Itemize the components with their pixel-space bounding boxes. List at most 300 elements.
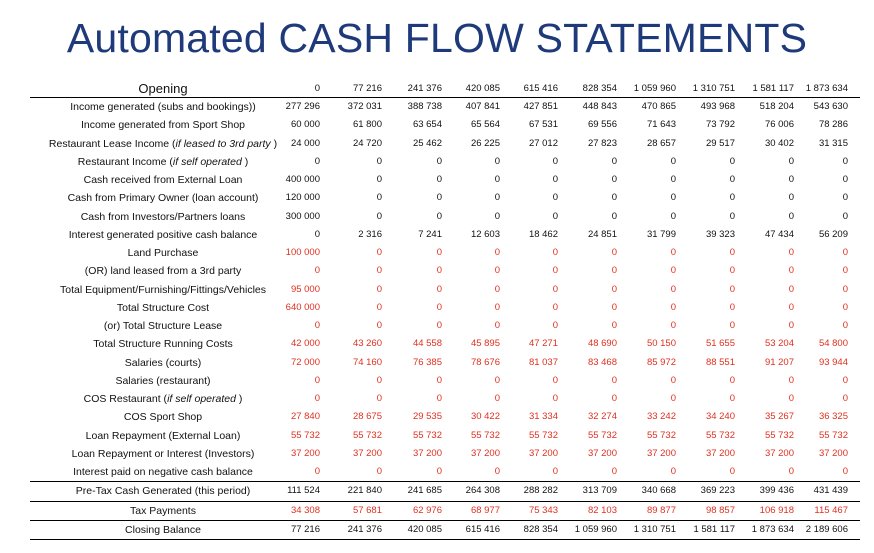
cell-period-3: 37 200	[412, 447, 442, 459]
cell-period-8: 29 517	[705, 137, 735, 149]
cell-period-3: 0	[436, 210, 442, 222]
row-label: Total Equipment/Furnishing/Fittings/Vehicles	[59, 283, 267, 296]
cell-period-7: 37 200	[646, 447, 676, 459]
cell-period-1: 0	[314, 265, 320, 277]
cell-period-8: 1 310 751	[692, 83, 735, 94]
cell-period-4: 26 225	[470, 137, 500, 149]
cell-period-7: 28 657	[646, 137, 676, 149]
cell-period-7: 0	[670, 283, 676, 295]
cell-period-9: 91 207	[764, 356, 794, 368]
row-label: Income generated from Sport Shop	[80, 119, 245, 132]
cell-period-4: 0	[494, 320, 500, 331]
cell-period-5: 615 416	[523, 83, 558, 94]
table-row-income-subs	[30, 98, 860, 116]
cell-period-6: 0	[611, 374, 617, 386]
cell-period-7: 89 877	[646, 504, 676, 516]
cell-period-10: 0	[842, 283, 848, 295]
cell-period-3: 0	[436, 265, 442, 277]
cell-period-4: 0	[494, 247, 500, 258]
cell-period-1: 100 000	[285, 247, 320, 258]
cell-period-9: 0	[788, 174, 794, 185]
cell-period-3: 0	[436, 374, 442, 386]
table-row-income-sport-shop	[30, 116, 860, 134]
cell-period-7: 0	[670, 265, 676, 277]
cell-period-10: 0	[842, 374, 848, 386]
cell-period-4: 12 603	[470, 228, 500, 240]
cell-period-9: 1 873 634	[751, 523, 794, 535]
cell-period-4: 65 564	[470, 119, 500, 131]
cell-period-1: 0	[314, 374, 320, 386]
cell-period-10: 2 189 606	[805, 523, 848, 535]
cell-period-3: 62 976	[412, 504, 442, 516]
cell-period-8: 0	[729, 466, 735, 477]
cell-period-10: 0	[842, 210, 848, 222]
table-row-land-purchase	[30, 244, 860, 262]
row-label: Closing Balance	[125, 523, 201, 536]
row-label: Cash received from External Loan	[83, 174, 243, 186]
cell-period-5: 828 354	[523, 523, 558, 535]
cell-period-2: 61 800	[352, 119, 382, 131]
cell-period-8: 55 732	[705, 429, 735, 441]
cell-period-5: 0	[552, 265, 558, 277]
cell-period-6: 0	[611, 393, 617, 404]
cell-period-2: 0	[376, 210, 382, 222]
cell-period-8: 51 655	[705, 338, 735, 350]
cell-period-10: 93 944	[818, 356, 848, 368]
cell-period-5: 0	[552, 301, 558, 313]
cell-period-2: 2 316	[358, 228, 382, 240]
row-label: Cash from Investors/Partners loans	[80, 210, 246, 223]
table-row-opening	[30, 80, 860, 98]
cell-period-2: 0	[376, 174, 382, 185]
cell-period-8: 1 581 117	[693, 523, 735, 535]
cell-period-6: 0	[611, 466, 617, 477]
cell-period-8: 0	[729, 192, 735, 204]
cell-period-3: 63 654	[412, 119, 442, 131]
cell-period-6: 24 851	[587, 228, 617, 240]
cell-period-5: 55 732	[528, 429, 558, 441]
cell-period-6: 32 274	[587, 411, 617, 423]
cell-period-8: 37 200	[705, 447, 735, 459]
cell-period-10: 31 315	[818, 137, 848, 149]
row-label: Total Structure Cost	[116, 301, 210, 314]
cell-period-9: 0	[788, 393, 794, 404]
cell-period-8: 0	[729, 265, 735, 277]
cell-period-1: 95 000	[290, 283, 320, 295]
row-label: Income generated (subs and bookings))	[70, 101, 256, 113]
cell-period-1: 300 000	[285, 210, 320, 222]
cell-period-9: 518 204	[759, 101, 794, 112]
cell-period-4: 407 841	[465, 101, 500, 112]
cell-period-1: 0	[314, 393, 320, 404]
row-label: Pre-Tax Cash Generated (this period)	[75, 485, 251, 498]
cell-period-6: 0	[611, 283, 617, 295]
cell-period-8: 493 968	[700, 101, 735, 112]
cell-period-3: 241 376	[407, 83, 442, 94]
cell-period-2: 77 216	[352, 83, 382, 94]
table-row-primary-owner	[30, 189, 860, 207]
row-label: Interest paid on negative cash balance	[73, 466, 253, 478]
cell-period-2: 0	[376, 265, 382, 277]
cell-period-2: 37 200	[352, 447, 382, 459]
row-label: Loan Repayment or Interest (Investors)	[71, 447, 255, 460]
cell-period-1: 0	[314, 155, 320, 167]
cell-period-1: 0	[314, 83, 320, 94]
cell-period-4: 420 085	[465, 83, 500, 94]
table-row-interest-negative	[30, 463, 860, 482]
cell-period-5: 0	[552, 393, 558, 404]
cell-period-8: 39 323	[705, 228, 735, 240]
cell-period-4: 0	[494, 155, 500, 167]
cell-period-8: 369 223	[700, 485, 735, 497]
cell-period-6: 55 732	[587, 429, 617, 441]
cell-period-2: 57 681	[352, 504, 382, 516]
cell-period-6: 0	[611, 320, 617, 331]
cell-period-9: 0	[788, 192, 794, 204]
cell-period-6: 69 556	[587, 119, 617, 131]
row-label: Tax Payments	[130, 504, 196, 517]
row-label: Salaries (restaurant)	[115, 374, 211, 387]
row-label: Salaries (courts)	[124, 356, 202, 369]
cell-period-2: 0	[376, 466, 382, 477]
cell-period-5: 0	[552, 155, 558, 167]
cell-period-10: 54 800	[818, 338, 848, 350]
cell-period-1: 640 000	[285, 301, 320, 313]
table-row-cos-restaurant	[30, 390, 860, 408]
cell-period-4: 0	[494, 210, 500, 222]
cell-period-6: 0	[611, 247, 617, 258]
cell-period-3: 0	[436, 247, 442, 258]
cell-period-7: 0	[670, 192, 676, 204]
cell-period-5: 0	[552, 466, 558, 477]
cell-period-2: 24 720	[352, 137, 382, 149]
cell-period-1: 0	[314, 466, 320, 477]
cell-period-6: 37 200	[587, 447, 617, 459]
cell-period-9: 0	[788, 155, 794, 167]
cell-period-10: 0	[842, 155, 848, 167]
cell-period-10: 0	[842, 393, 848, 404]
cell-period-5: 0	[552, 374, 558, 386]
cell-period-5: 67 531	[528, 119, 558, 131]
cell-period-6: 0	[611, 192, 617, 204]
table-row-restaurant-income	[30, 153, 860, 171]
cell-period-8: 73 792	[705, 119, 735, 131]
cell-period-4: 68 977	[470, 504, 500, 516]
cell-period-8: 0	[729, 393, 735, 404]
cell-period-6: 1 059 960	[574, 523, 617, 535]
cell-period-7: 0	[670, 393, 676, 404]
cell-period-2: 74 160	[352, 356, 382, 368]
cell-period-10: 56 209	[818, 228, 848, 240]
cell-period-10: 0	[842, 265, 848, 277]
cell-period-8: 0	[729, 155, 735, 167]
cell-period-10: 1 873 634	[805, 83, 848, 94]
table-row-equipment	[30, 281, 860, 299]
cell-period-6: 0	[611, 174, 617, 185]
cell-period-7: 0	[670, 210, 676, 222]
cell-period-1: 0	[314, 228, 320, 240]
cell-period-1: 42 000	[290, 338, 320, 350]
table-row-loan-repayment-external	[30, 427, 860, 445]
cell-period-3: 0	[436, 301, 442, 313]
cell-period-10: 78 286	[818, 119, 848, 131]
table-row-salaries-restaurant	[30, 372, 860, 390]
cell-period-8: 0	[729, 374, 735, 386]
cell-period-7: 0	[670, 174, 676, 185]
cell-period-9: 0	[788, 320, 794, 331]
cell-period-8: 98 857	[705, 504, 735, 516]
cell-period-8: 0	[729, 174, 735, 185]
page-title: Automated CASH FLOW STATEMENTS	[66, 15, 808, 61]
cell-period-5: 31 334	[528, 411, 558, 423]
cell-period-3: 0	[436, 466, 442, 477]
cell-period-3: 55 732	[412, 429, 442, 441]
cell-period-6: 313 709	[582, 485, 617, 497]
cell-period-7: 71 643	[646, 119, 676, 131]
table-row-restaurant-lease	[30, 135, 860, 153]
cell-period-5: 47 271	[528, 338, 558, 350]
cell-period-7: 0	[670, 247, 676, 258]
cell-period-1: 37 200	[290, 447, 320, 459]
cell-period-4: 0	[494, 393, 500, 404]
table-row-structure-cost	[30, 299, 860, 317]
cell-period-5: 0	[552, 247, 558, 258]
cell-period-2: 241 376	[347, 523, 382, 535]
cell-period-9: 0	[788, 301, 794, 313]
cell-period-3: 0	[436, 155, 442, 167]
cell-period-1: 24 000	[290, 137, 320, 149]
cell-period-8: 88 551	[705, 356, 735, 368]
cell-period-9: 0	[788, 265, 794, 277]
cell-period-10: 0	[842, 247, 848, 258]
table-row-closing	[30, 521, 860, 540]
cell-period-2: 372 031	[347, 101, 382, 112]
cell-period-10: 0	[842, 301, 848, 313]
table-row-loan-repayment-investors	[30, 445, 860, 463]
cell-period-7: 0	[670, 466, 676, 477]
cell-period-5: 0	[552, 174, 558, 185]
cell-period-4: 0	[494, 192, 500, 204]
table-row-structure-running	[30, 335, 860, 353]
cell-period-10: 0	[842, 174, 848, 185]
table-row-investors-loans	[30, 208, 860, 226]
cell-period-7: 33 242	[646, 411, 676, 423]
cell-period-7: 340 668	[641, 485, 676, 497]
cell-period-1: 55 732	[290, 429, 320, 441]
cell-period-2: 0	[376, 301, 382, 313]
cell-period-5: 18 462	[528, 228, 558, 240]
cell-period-4: 264 308	[465, 485, 500, 497]
cell-period-10: 115 467	[814, 504, 848, 516]
row-label: Land Purchase	[127, 247, 199, 259]
cell-period-1: 60 000	[290, 119, 320, 131]
cell-period-6: 0	[611, 301, 617, 313]
cell-period-4: 0	[494, 265, 500, 277]
cell-period-3: 241 685	[407, 485, 442, 497]
cell-period-6: 48 690	[587, 338, 617, 350]
row-label: Loan Repayment (External Loan)	[85, 429, 241, 442]
cell-period-5: 75 343	[528, 504, 558, 516]
cell-period-7: 0	[670, 374, 676, 386]
cell-period-4: 0	[494, 283, 500, 295]
cell-period-6: 448 843	[582, 101, 617, 112]
cell-period-1: 400 000	[285, 174, 320, 185]
row-label: (or) Total Structure Lease	[103, 320, 223, 332]
cell-period-7: 0	[670, 301, 676, 313]
cell-period-5: 37 200	[528, 447, 558, 459]
cell-period-1: 77 216	[290, 523, 320, 535]
cell-period-8: 0	[729, 283, 735, 295]
cell-period-3: 420 085	[407, 523, 442, 535]
cell-period-8: 34 240	[705, 411, 735, 423]
cash-flow-table	[30, 80, 860, 540]
cell-period-10: 543 630	[813, 101, 848, 112]
table-row-structure-lease	[30, 317, 860, 335]
cell-period-2: 0	[376, 393, 382, 404]
cell-period-10: 37 200	[818, 447, 848, 459]
cell-period-7: 31 799	[646, 228, 676, 240]
cell-period-3: 0	[436, 174, 442, 185]
cell-period-7: 470 865	[641, 101, 676, 112]
cell-period-7: 50 150	[646, 338, 676, 350]
cell-period-10: 431 439	[813, 485, 848, 497]
cell-period-3: 44 558	[412, 338, 442, 350]
cell-period-9: 76 006	[764, 119, 794, 131]
cell-period-9: 35 267	[764, 411, 794, 423]
cell-period-4: 0	[494, 466, 500, 477]
cell-period-3: 388 738	[407, 101, 442, 112]
cell-period-10: 55 732	[818, 429, 848, 441]
table-row-salaries-courts	[30, 354, 860, 372]
cell-period-4: 78 676	[470, 356, 500, 368]
row-label: Restaurant Income (if self operated )	[77, 155, 249, 168]
cell-period-5: 0	[552, 192, 558, 204]
cell-period-7: 85 972	[646, 356, 676, 368]
cell-period-2: 28 675	[352, 411, 382, 423]
cell-period-9: 0	[788, 374, 794, 386]
cell-period-6: 0	[611, 265, 617, 277]
cell-period-1: 27 840	[290, 411, 320, 423]
row-label: Cash from Primary Owner (loan account)	[67, 192, 259, 205]
cell-period-4: 0	[494, 301, 500, 313]
cell-period-4: 0	[494, 174, 500, 185]
cell-period-1: 277 296	[285, 101, 320, 112]
table-row-land-leased	[30, 262, 860, 280]
cell-period-6: 0	[611, 155, 617, 167]
row-label: Interest generated positive cash balance	[68, 228, 258, 241]
row-label: Total Structure Running Costs	[93, 338, 233, 351]
cell-period-5: 288 282	[523, 485, 558, 497]
cell-period-7: 55 732	[646, 429, 676, 441]
cell-period-3: 25 462	[412, 137, 442, 149]
table-row-external-loan	[30, 171, 860, 189]
cell-period-5: 27 012	[528, 137, 558, 149]
cell-period-3: 0	[436, 393, 442, 404]
cell-period-8: 0	[729, 301, 735, 313]
cell-period-5: 81 037	[528, 356, 558, 368]
cell-period-4: 0	[494, 374, 500, 386]
cell-period-2: 55 732	[352, 429, 382, 441]
cell-period-3: 29 535	[412, 411, 442, 423]
cell-period-8: 0	[729, 247, 735, 258]
cell-period-10: 36 325	[818, 411, 848, 423]
cell-period-1: 0	[314, 320, 320, 331]
row-label: (OR) land leased from a 3rd party	[84, 265, 242, 278]
cell-period-2: 0	[376, 155, 382, 167]
cell-period-7: 0	[670, 155, 676, 167]
cell-period-3: 76 385	[412, 356, 442, 368]
cell-period-4: 30 422	[470, 411, 500, 423]
cell-period-1: 111 524	[287, 485, 320, 497]
cell-period-9: 47 434	[764, 228, 794, 240]
cell-period-9: 30 402	[764, 137, 794, 149]
cell-period-9: 0	[788, 210, 794, 222]
cell-period-2: 0	[376, 247, 382, 258]
cell-period-6: 0	[611, 210, 617, 222]
cell-period-2: 221 840	[347, 485, 382, 497]
table-row-tax	[30, 502, 860, 521]
cell-period-1: 72 000	[290, 356, 320, 368]
cell-period-9: 53 204	[764, 338, 794, 350]
cell-period-7: 0	[670, 320, 676, 331]
cell-period-1: 34 308	[290, 504, 320, 516]
row-label: COS Restaurant (if self operated )	[83, 393, 243, 405]
cell-period-2: 0	[376, 374, 382, 386]
cell-period-8: 0	[729, 210, 735, 222]
cell-period-3: 0	[436, 283, 442, 295]
cell-period-4: 37 200	[470, 447, 500, 459]
cell-period-5: 427 851	[523, 101, 558, 112]
row-label: Restaurant Lease Income (if leased to 3rd party )	[48, 137, 278, 150]
table-row-cos-sport-shop	[30, 408, 860, 426]
cell-period-2: 0	[376, 283, 382, 295]
cell-period-10: 0	[842, 192, 848, 204]
cell-period-5: 0	[552, 210, 558, 222]
cell-period-10: 0	[842, 320, 848, 331]
cell-period-4: 55 732	[470, 429, 500, 441]
cell-period-8: 0	[729, 320, 735, 331]
cell-period-9: 37 200	[764, 447, 794, 459]
cell-period-3: 0	[436, 192, 442, 204]
cell-period-9: 0	[788, 283, 794, 295]
table-row-interest-positive	[30, 226, 860, 244]
row-label: Opening	[138, 81, 188, 96]
cell-period-3: 0	[436, 320, 442, 331]
row-label: COS Sport Shop	[123, 411, 203, 424]
cell-period-5: 0	[552, 283, 558, 295]
cell-period-7: 1 310 751	[633, 523, 676, 535]
cell-period-2: 43 260	[352, 338, 382, 350]
cell-period-3: 7 241	[418, 228, 442, 240]
cell-period-6: 27 823	[587, 137, 617, 149]
cell-period-6: 828 354	[582, 83, 617, 94]
cell-period-6: 83 468	[587, 356, 617, 368]
cell-period-10: 0	[842, 466, 848, 477]
table-row-pretax	[30, 482, 860, 501]
cell-period-5: 0	[552, 320, 558, 331]
cell-period-9: 55 732	[764, 429, 794, 441]
cell-period-7: 1 059 960	[633, 83, 676, 94]
cell-period-9: 0	[788, 247, 794, 258]
cell-period-9: 0	[788, 466, 794, 477]
cell-period-1: 120 000	[285, 192, 320, 204]
cell-period-9: 1 581 117	[752, 83, 794, 94]
cell-period-2: 0	[376, 192, 382, 204]
cell-period-4: 45 895	[470, 338, 500, 350]
cell-period-9: 106 918	[759, 504, 794, 516]
cell-period-4: 615 416	[465, 523, 500, 535]
cell-period-2: 0	[376, 320, 382, 331]
